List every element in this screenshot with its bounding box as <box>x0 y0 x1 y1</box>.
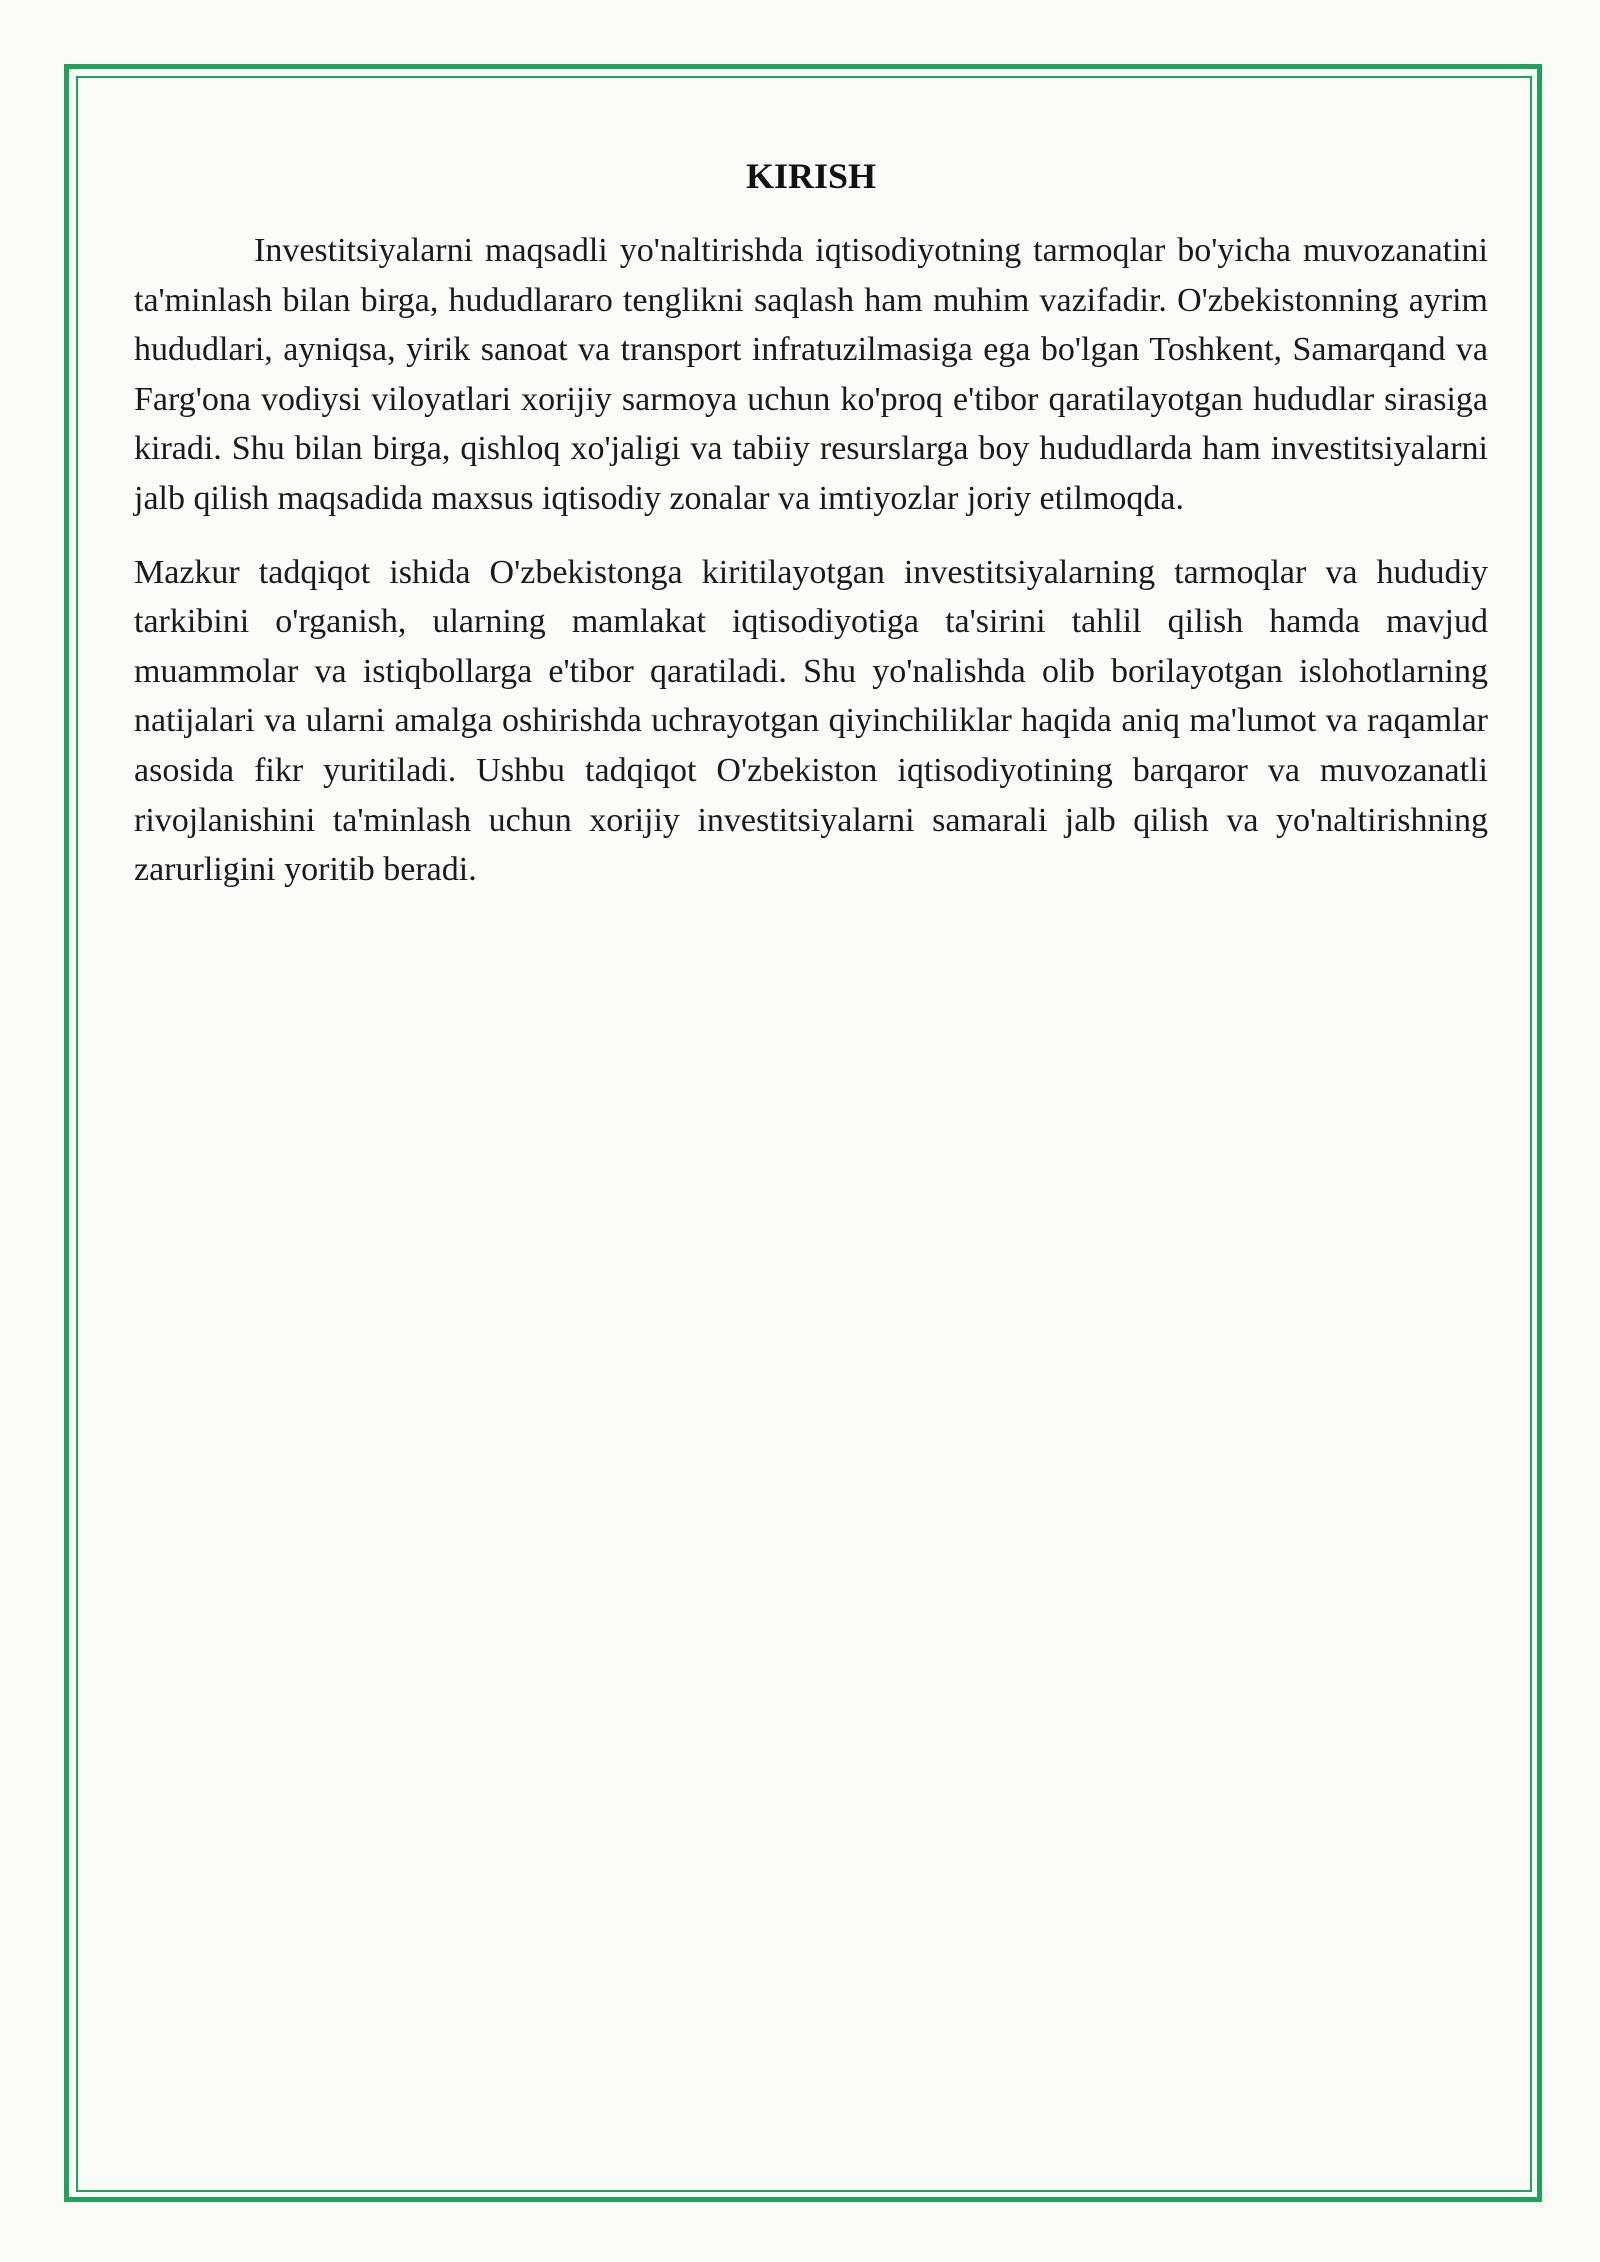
paragraph-intro: Investitsiyalarni maqsadli yo'naltirishda iqtisodiyotning tarmoqlar bo'yicha muvozanatini ta'minlash bilan birga, hududlararo tenglikni saqlash ham muhim vazifadir. O'zbekistonning ayrim hududlari, ayniqsa, yirik sanoat va transport infratuzilmasiga ega bo'lgan Toshkent, Samarqand va Farg'ona vodiysi viloyatlari xorijiy sarmoya uchun ko'proq e'tibor qaratilayotgan hududlar sirasiga kiradi. Shu bilan birga, qishloq xo'jaligi va tabiiy resurslarga boy hududlarda ham investitsiyalarni jalb qilish maqsadida maxsus iqtisodiy zonalar va imtiyozlar joriy etilmoqda. <box>134 232 1488 517</box>
paragraph-research-scope: Mazkur tadqiqot ishida O'zbekistonga kiritilayotgan investitsiyalarning tarmoqlar va hududiy tarkibini o'rganish, ularning mamlakat iqtisodiyotiga ta'sirini tahlil qilish hamda mavjud muammolar va istiqbollarga e'tibor qaratiladi. Shu yo'nalishda olib borilayotgan islohotlarning natijalari va ularni amalga oshirishda uchrayotgan qiyinchiliklar haqida aniq ma'lumot va raqamlar asosida fikr yuritiladi. Ushbu tadqiqot O'zbekiston iqtisodiyotining barqaror va muvozanatli rivojlanishini ta'minlash uchun xorijiy investitsiyalarni samarali jalb qilish va yo'naltirishning zarurligini yoritib beradi. <box>134 553 1488 889</box>
section-heading: KIRISH <box>745 156 877 196</box>
document-body <box>134 150 1488 895</box>
